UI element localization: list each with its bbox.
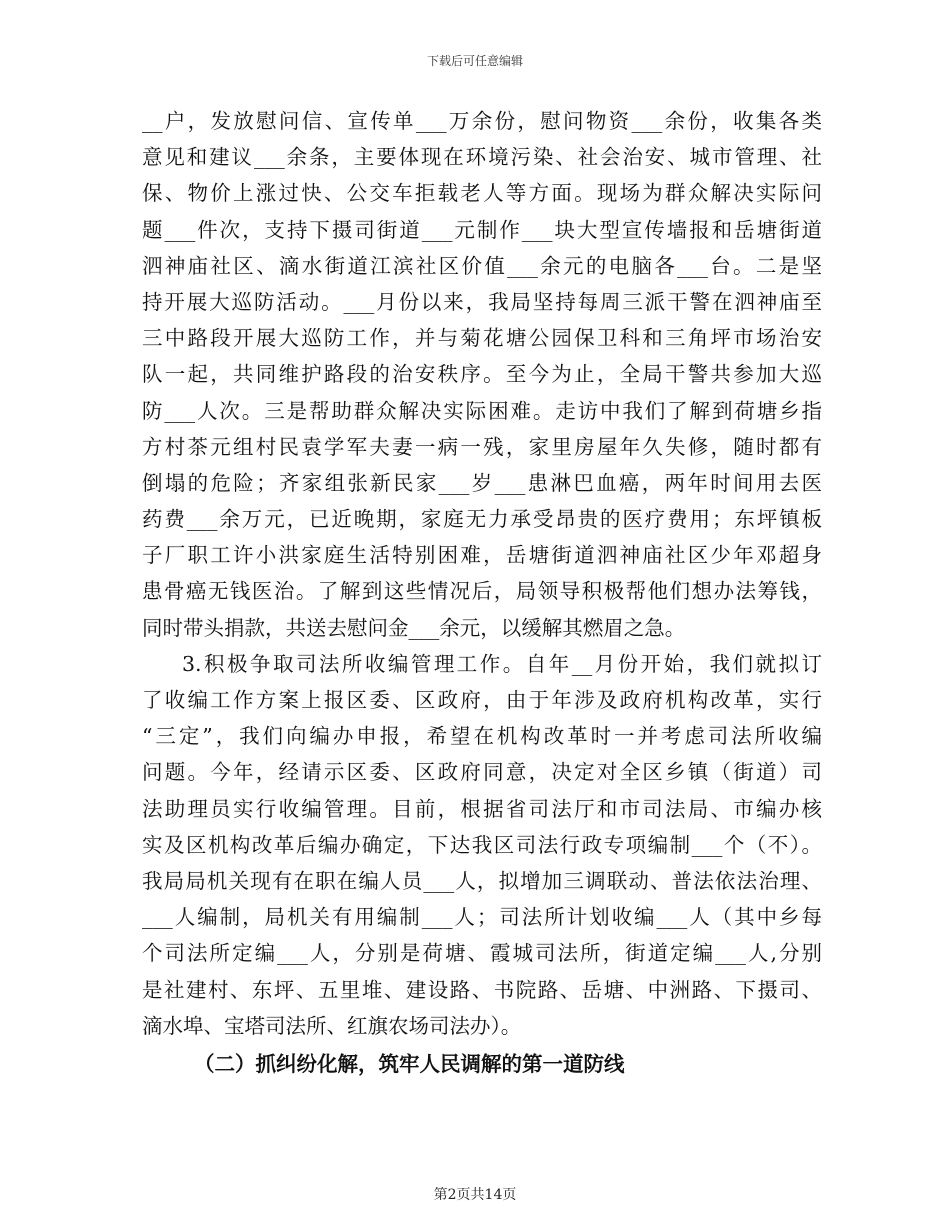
document-body: [142, 103, 822, 1082]
paragraph-line: 保、物价上涨过快、公交车拒载老人等方面。现场为群众解决实际问: [142, 181, 822, 206]
paragraph-line: “三定”，我们向编办申报，希望在机构改革时一并考虑司法所收编: [142, 724, 822, 749]
paragraph-line: 三中路段开展大巡防工作，并与菊花塘公园保卫科和三角坪市场治安: [142, 326, 822, 351]
paragraph-line: 题___件次，支持下摄司街道___元制作___块大型宣传墙报和岳塘街道: [142, 217, 822, 242]
section-heading: （二）抓纠纷化解，筑牢人民调解的第一道防线: [194, 1051, 625, 1076]
paragraph-line: 子厂职工许小洪家庭生活特别困难，岳塘街道泗神庙社区少年邓超身: [142, 543, 822, 568]
paragraph-line: 问题。今年，经请示区委、区政府同意，决定对全区乡镇（街道）司: [142, 760, 822, 785]
paragraph-line: 3.积极争取司法所收编管理工作。自年__月份开始，我们就拟订: [182, 651, 822, 676]
paragraph-line: 是社建村、东坪、五里堆、建设路、书院路、岳塘、中洲路、下摄司、: [142, 977, 822, 1002]
paragraph-line: __户，发放慰问信、宣传单___万余份，慰问物资___余份，收集各类: [142, 109, 822, 133]
paragraph-line: 持开展大巡防活动。___月份以来，我局坚持每周三派干警在泗神庙至: [142, 289, 822, 314]
paragraph-line: 方村茶元组村民袁学军夫妻一病一残，家里房屋年久失修，随时都有: [142, 434, 822, 459]
page-header: 下载后可任意编辑: [426, 54, 523, 68]
paragraph-line: ___人编制，局机关有用编制___人；司法所计划收编___人（其中乡每: [142, 905, 822, 930]
page-footer: 第2页共14页: [433, 1187, 517, 1203]
paragraph-line: 法助理员实行收编管理。目前，根据省司法厅和市司法局、市编办核: [142, 796, 822, 821]
paragraph-line: 个司法所定编___人，分别是荷塘、霞城司法所，街道定编___人,分别: [142, 941, 822, 966]
paragraph-line: 队一起，共同维护路段的治安秩序。至今为止，全局干警共参加大巡: [142, 362, 822, 387]
paragraph-line: 了收编工作方案上报区委、区政府，由于年涉及政府机构改革，实行: [142, 688, 822, 712]
paragraph-line: 泗神庙社区、滴水街道江滨社区价值___余元的电脑各___台。二是坚: [142, 253, 822, 278]
paragraph-line: 药费___余万元，已近晚期，家庭无力承受昂贵的医疗费用；东坪镇板: [142, 507, 822, 532]
paragraph-line: 同时带头捐款，共送去慰问金___余元，以缓解其燃眉之急。: [142, 615, 686, 640]
paragraph-line: 防___人次。三是帮助群众解决实际困难。走访中我们了解到荷塘乡指: [142, 398, 822, 423]
paragraph-line: 我局局机关现有在职在编人员___人，拟增加三调联动、普法依法治理、: [142, 868, 822, 893]
paragraph-line: 意见和建议___余条，主要体现在环境污染、社会治安、城市管理、社: [142, 145, 822, 170]
paragraph-line: 患骨癌无钱医治。了解到这些情况后，局领导积极帮他们想办法筹钱，: [142, 579, 822, 604]
paragraph-line: 滴水埠、宝塔司法所、红旗农场司法办）。: [142, 1013, 522, 1038]
paragraph-line: 倒塌的危险；齐家组张新民家___岁___患淋巴血癌，两年时间用去医: [142, 470, 822, 495]
paragraph-line: 实及区机构改革后编办确定，下达我区司法行政专项编制___个（不）。: [142, 832, 822, 857]
